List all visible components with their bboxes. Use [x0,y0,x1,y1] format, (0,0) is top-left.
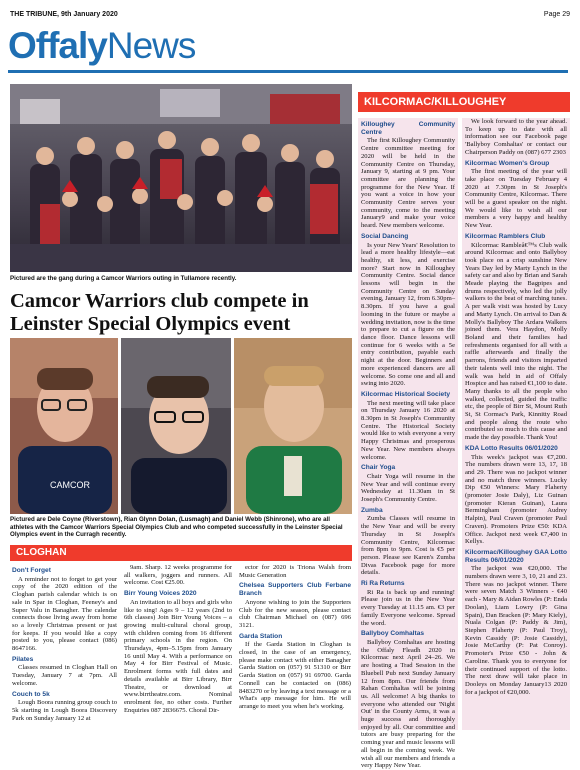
masthead [8,26,195,66]
kilcormac-column-1 [358,118,458,770]
article-heading: Birr Young Voices 2020 [124,590,197,598]
cloghan-column-1 [12,564,117,726]
group-photo-caption: Pictured are the gang during a Camcor Warriors outing in Tullamore recently. [10,275,237,282]
article-heading: Couch to 5k [12,690,50,698]
article-body: We look forward to the year ahead. To keep up to date with all information see our Facebook page 'Ballyboy Comhaltas' or contact our Chairperson Paddy on (087) 677 2303 [465,118,567,156]
page-header [10,9,570,21]
article-body: Anyone wishing to join the Supporters Club for the new season, please contact club Chairman Michael on (087) 696 3121. [239,598,351,629]
article-body: This week's jackpot was €7,200. The numbers drawn were 13, 17, 18 and 29. There was no jackpot winner and no match three winners. Lucky Dip €50 Winners: Mary Flaherty (promoter Josie Daly), Liz Guinan (promoter Kieran Guinan), Laura Bermingham (promoter Audrey Halpin), Paul Craven (promoter Paul Craven). Promoters Prize €50: KDA Office. Jackpot next week €7,400 in Kellys. [465,453,567,546]
article-heading: Kilcormac Women's Group [465,159,550,167]
athlete-photo-caption: Pictured are Dele Coyne (Riverstown), Rian Glynn Dolan, (Lusmagh) and Daniel Webb (Shinrone), who are all athletes with the Camcor Warriors Special Olympics Club and who competed successfully in the Leinster Special Olympics event in the Curragh recently. [10,516,343,538]
article-heading: KDA Lotto Results 06/01/2020 [465,444,558,452]
masthead-word2: News [106,25,196,66]
article-heading: Kilcormac/Killoughey GAA Lotto Results 06/01/2020 [465,548,567,564]
article-body: Classes resumed in Cloghan Hall on Tuesday, January 7 at 7pm. All welcome. [12,664,117,687]
cloghan-column-3 [239,564,351,726]
article-heading: Zumba [361,506,383,514]
article-heading: Ri Ra Returns [361,580,405,588]
article-heading: Pilates [12,655,34,663]
page-number: Page 29 [543,11,570,18]
article-body: An invitation to all boys and girls who like to sing! Ages 9 – 12 years (2nd to 6th classes) Join Birr Young Voices – a growing multi-cultural choral group, with children coming from 16 different primary schools in the region. On Thursdays, 4pm–5.15pm from January 16 until May 4. With a performance on May 4 for Birr Festival of Music. Enrolment forms with full dates and details available at Birr Library, Birr Theatre, or download at www.birrtheatre.com. Nominal enrolment fee, no other costs. Further Enquiries 087 2836675. Choral Dir- [124,598,232,714]
main-headline: Camcor Warriors club compete in Leinster Special Olympics event [10,290,309,335]
article-body: Is your New Years' Resolution to lead a more healthy lifestyle—eat healthy, sit less, and exercise more? Start now in Killoughey Community Centre. Social dance lessons will begin in the Community Centre on Sunday evening, January 12, from 6.30pm–8.30pm. If you have a goal looming in the future or maybe a wedding invitation, now is the time to prepare to cut a figure on the dance floor. Dance lessons will continue for 6 weeks with a 5e entry contribution, payable each night at the door. Beginners and more experienced dancers are all welcome. So come one and all and swing into 2020. [361,241,455,388]
article-heading: Garda Station [239,632,283,640]
article-body: The jackpot was €20,000. The numbers drawn were 3, 10, 21 and 23. There was no jackpot winner. There were seven Match 3 Winners - €40 each - Mary & Aidan Rowles (P: Enda Doolan), Liam Lowry (P: Gina Spain), Dan Bracken (P: Mary Kiely), Nuala Colgan (P: Paddy & Jim), Stephen Flaherty (P: Paul Troy), Kevin Cassidy (P: Josie Cassidy), Josie McCarthy (P: Pat Conroy). Promoter's Prize €50 - John & Caroline. Thank you to everyone for their continued support of the lotto. The next draw will take place in Dooleys on Monday January13 2020 for a jackpot of €20,000. [465,565,567,696]
article-body: 9am. Sharp. 12 weeks programme for all walkers, joggers and runners. All welcome. Cost €25.00. [124,564,232,587]
article-body: The first meeting of the year will take place on Tuesday February 4 2020 at 7.30pm in St Joseph's Community Centre, Kilcormac. There will be a guest speaker on the night. We would like to wish all our members a very happy and healthy New Year. [465,168,567,230]
section-header-cloghan: CLOGHAN [10,545,352,561]
cloghan-column-2 [124,564,232,726]
article-heading: Chelsea Supporters Club Ferbane Branch [239,582,351,598]
section-header-kilcormac: KILCORMAC/KILLOUGHEY [358,92,570,112]
article-body: Ballyboy Comhaltas are hosting the Offaly Fleadh 2020 in Kilcormac next April 24–26. We are hosting a Trad Session in the Bluebell Pub next Sunday January 12 from 8pm. Our friends from Rahan Comhaltas will be joining us. All welcome! A big thanks to everyone who attended our 'Night Out' in the County Arms, it was a huge success and thoroughly enjoyed by all. Our committee and tutors are busy preparing for the coming year and music lessons will all begin in the coming week. We wish all our members and friends a very Happy New Year. [361,639,455,770]
article-body: The first Killoughey Community Centre committee meeting for 2020 will be held in the Community Centre on Thursday, January 9, starting at 9 pm. Your committee are planning the programme for the New Year. If you want a voice in how your Community Centre serves your community, come to the meeting January9 and make your voice heard. New members welcome. [361,137,455,230]
article-heading: Ballyboy Comhaltas [361,630,425,638]
athlete-photo-left [10,338,118,514]
article-heading: Don't Forget [12,567,51,574]
article-body: ector for 2020 is Triona Walsh from Music Generation [239,564,351,579]
article-body: Kilcormac Rambleâ€™s Club walk around Kilcormac and onto Ballyboy took place on a crisp sunshine New Years Day led by Marty Lynch in the safety car and also by Brian and Sarah Meade playing the Bagpipes and drums respectively, who led the jolly walkers to the beat of marching tunes. A per walk visit was hosted by Lucy and Marty Lynch. On arrival to Dan & Molly's Ballyboy The Ardara Walkers joined them. Vera Haydon, Molly Boland and their families had refreshments organised for all with a raffle afterwards and finally the parrons, friends and visitors imparted their talents well into the night. The walk was held in aid of Offaly Hospice and has raised €1,100 to date. Many thanks to all the people who walked, collected, guided the traffic etc, the people of Birr St, Mount Ruth St, St Cormac's Park, Kinnitty Road and people along the route who contributed so much to this cause and made the day possible. Thank You! [465,241,567,442]
article-body: Chair Yoga will resume in the New Year and will continue every Wednesday at 11.30am in St Joseph's Community Centre. [361,472,455,504]
article-heading: Social Dancing [361,232,409,240]
svg-text:CAMCOR: CAMCOR [50,480,90,490]
article-body: A reminder not to forget to get your copy of the 2020 edition of the Cloghan parish calendar which is on sale in Spar in Cloghan, Feeney's and Super Valu in Banagher. The calendar connects those living away from home so a lovely Christmas present or just for keeps. If you would like a copy posted to you, please contact (086) 8647166. [12,575,117,653]
article-body: Ri Ra is back up and running! Please join us in the New Year every Tuesday at 11.15 am. €3 per family Everyone welcome. Spread the word. [361,588,455,627]
masthead-word1: Offaly [8,25,107,66]
article-heading: Kilcormac Historical Society [361,390,451,398]
athlete-photo-middle [121,338,231,514]
article-heading: Chair Yoga [361,464,396,472]
article-body: Zumba Classes will resume in the New Year and will be every Thursday in St Joseph's Community Centre, Kilcormac from 8pm to 9pm. Cost is €5 per person. Please see Karen's Zumba Divas Facebook page for more details. [361,515,455,577]
kilcormac-column-2 [462,118,570,730]
athlete-photo-right [234,338,352,514]
group-photo [10,84,352,272]
article-body: The next meeting will take place on Thursday January 16 2020 at 8.30pm in St Joseph's Community Centre. The Historical Society would like to wish everyone a very Happy Christmas and prosperous New Year. New members always welcome. [361,399,455,461]
masthead-rule [8,70,568,73]
article-heading: Kilcormac Ramblers Club [465,232,546,240]
article-body: If the Garda Station in Cloghan is closed, in the case of an emergency, please make contact with either Banagher Garda Station on (057) 91 51310 or Birr Garda Station on (057) 91 69700. Garda Connell can be contacted on (086) 8483270 or by leaving a text message or a What's app message for him. He will arrange to meet you when he's working. [239,641,351,710]
article-body: Lough Boora running group couch to 5k starting in Lough Boora Discovery Park on Sunday January 12 at [12,699,117,722]
newspaper-date: THE TRIBUNE, 9th January 2020 [10,11,118,18]
article-heading: Killoughey Community Centre [361,121,455,136]
